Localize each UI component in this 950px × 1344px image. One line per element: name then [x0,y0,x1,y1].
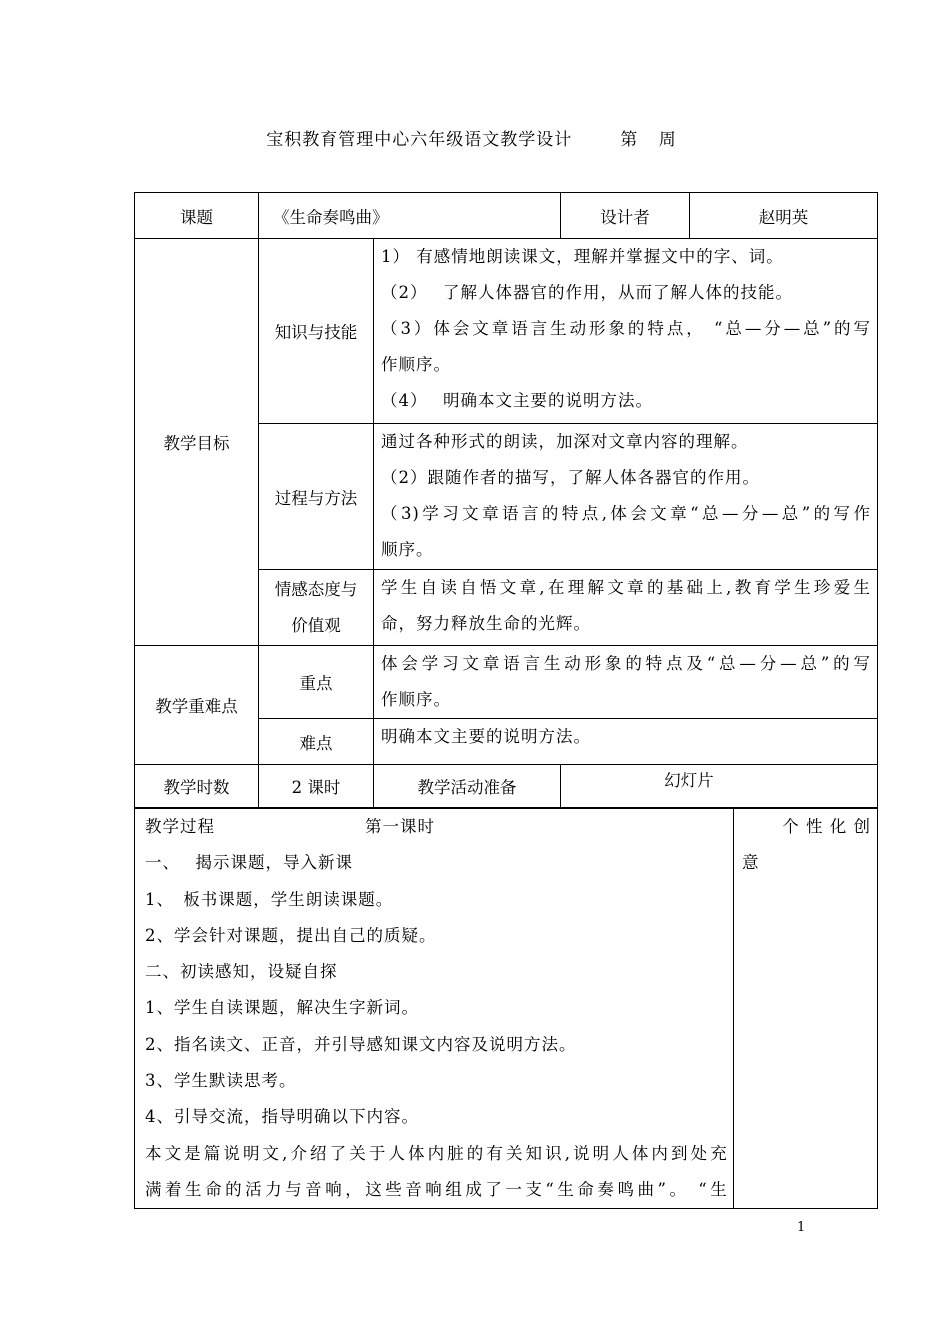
topic-value: 《生命奏鸣曲》 [259,193,561,239]
knowledge-label: 知识与技能 [259,239,374,424]
knowledge-line: （4） 明确本文主要的说明方法。 [381,391,653,410]
process-step-line: 1、学生自读课题，解决生字新词。 [145,998,419,1018]
hours-value: 2 课时 [259,765,374,808]
prep-value: 幻灯片 [561,765,878,808]
process-method-content [374,424,878,570]
knowledge-line: 1） 有感情地朗读课文，理解并掌握文中的字、词。 [381,247,784,266]
document-title: 宝积教育管理中心六年级语文教学设计 [266,130,573,150]
emotion-label-line: 情感态度与 [274,579,358,599]
difficulty-label: 教学重难点 [135,646,259,765]
week-label: 第 周 [620,130,684,150]
emotion-label-line: 价值观 [291,615,341,635]
key-point-line: 体会学习文章语言生动形象的特点及“总—分—总”的写 [381,654,871,673]
knowledge-line: （2） 了解人体器官的作用，从而了解人体的技能。 [381,283,793,302]
process-step-line: 2、学会针对课题，提出自己的质疑。 [145,925,437,945]
teaching-process-table [134,808,878,1209]
process-step-line: 二、初读感知，设疑自探 [145,962,338,982]
process-header [145,809,727,845]
process-step-line: 1、 板书课题，学生朗读课题。 [145,889,394,909]
personal-creativity-label: 个 性 化 创 [782,817,871,836]
process-label: 教学过程 [145,817,215,836]
page-number: 1 [797,1220,806,1235]
lesson-label: 第一课时 [365,817,435,836]
designer-value: 赵明英 [690,193,878,239]
designer-label: 设计者 [561,193,690,239]
page-title [0,125,950,150]
goals-label: 教学目标 [135,239,259,646]
process-line: 通过各种形式的朗读，加深对文章内容的理解。 [381,432,749,451]
process-line: （3)学习文章语言的特点,体会文章“总—分—总”的写作 [381,504,871,523]
emotion-line: 命，努力释放生命的光辉。 [381,614,591,633]
process-step-line: 2、指名读文、正音，并引导感知课文内容及说明方法。 [145,1034,577,1054]
hard-point-line: 明确本文主要的说明方法。 [381,727,591,746]
key-point-line: 作顺序。 [381,690,451,709]
process-step-line: 3、学生默读思考。 [145,1071,297,1091]
process-step-line: 满着生命的活力与音响，这些音响组成了一支“生命奏鸣曲”。 “生 [145,1179,727,1199]
emotion-line: 学生自读自悟文章,在理解文章的基础上,教育学生珍爱生 [381,578,871,597]
lesson-plan-table [134,192,878,808]
emotion-content [374,570,878,646]
process-step-line: 一、 揭示课题，导入新课 [145,853,353,873]
knowledge-content [374,239,878,424]
knowledge-line: 作顺序。 [381,355,451,374]
process-method-label: 过程与方法 [259,424,374,570]
key-point-content [374,646,878,719]
process-step-line: 本文是篇说明文,介绍了关于人体内脏的有关知识,说明人体内到处充 [145,1143,727,1163]
topic-label: 课题 [135,193,259,239]
process-step-line: 4、引导交流，指导明确以下内容。 [145,1107,419,1127]
knowledge-line: （3）体会文章语言生动形象的特点， “总—分—总”的写 [381,319,871,338]
process-line: （2）跟随作者的描写，了解人体各器官的作用。 [381,468,760,487]
personal-creativity-label-2: 意 [742,853,760,872]
key-point-label: 重点 [259,646,374,719]
personal-creativity [734,809,878,1209]
emotion-label [259,570,374,646]
process-line: 顺序。 [381,540,434,559]
prep-label: 教学活动准备 [374,765,561,808]
hard-point-content [374,719,878,765]
hard-point-label: 难点 [259,719,374,765]
process-content [135,809,734,1209]
hours-label: 教学时数 [135,765,259,808]
